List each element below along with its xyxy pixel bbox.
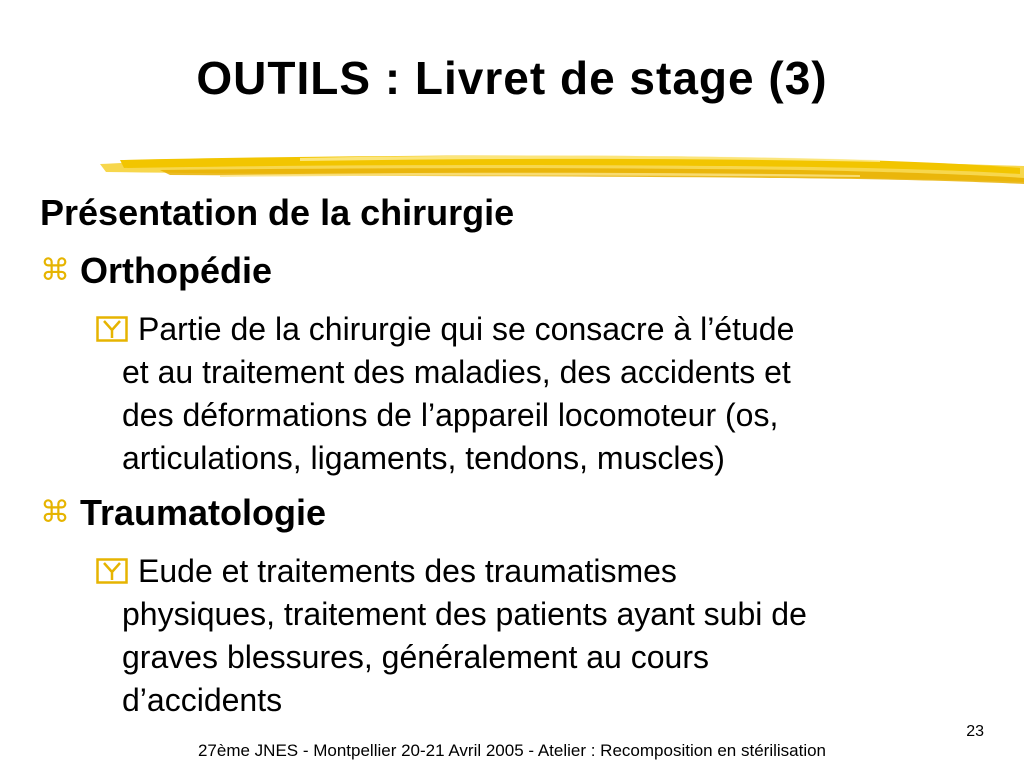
sub-bullet-line: Partie de la chirurgie qui se consacre à l’étude [96, 308, 976, 351]
yellow-brush-divider [100, 148, 1024, 190]
checkbox-check-icon [96, 316, 128, 342]
checkbox-check-icon [96, 558, 128, 584]
sub-bullet-line: des déformations de l’appareil locomoteur (os, [122, 397, 779, 433]
sub-bullet-line: et au traitement des maladies, des accidents et [122, 354, 791, 390]
sub-bullet-line: articulations, ligaments, tendons, muscles) [122, 440, 725, 476]
section-heading: Présentation de la chirurgie [40, 192, 515, 233]
command-key-icon: ⌘ [40, 495, 70, 530]
slide-title: OUTILS : Livret de stage (3) [196, 52, 828, 104]
bullet-label: Traumatologie [80, 492, 327, 533]
sub-bullet-orthopedie [96, 308, 976, 480]
sub-bullet-line: physiques, traitement des patients ayant subi de [122, 596, 807, 632]
sub-bullet-line: graves blessures, généralement au cours [122, 639, 709, 675]
slide-footer: 27ème JNES - Montpellier 20-21 Avril 2005 - Atelier : Recomposition en stérilisation [197, 741, 827, 760]
bullet-label: Orthopédie [80, 250, 273, 291]
command-key-icon: ⌘ [40, 253, 70, 288]
sub-bullet-traumatologie [96, 550, 976, 722]
bullet-item-orthopedie [40, 248, 272, 294]
sub-bullet-line: Eude et traitements des traumatismes [96, 550, 976, 593]
page-number: 23 [966, 723, 984, 740]
bullet-item-traumatologie [40, 490, 326, 536]
sub-bullet-line: d’accidents [122, 682, 283, 718]
